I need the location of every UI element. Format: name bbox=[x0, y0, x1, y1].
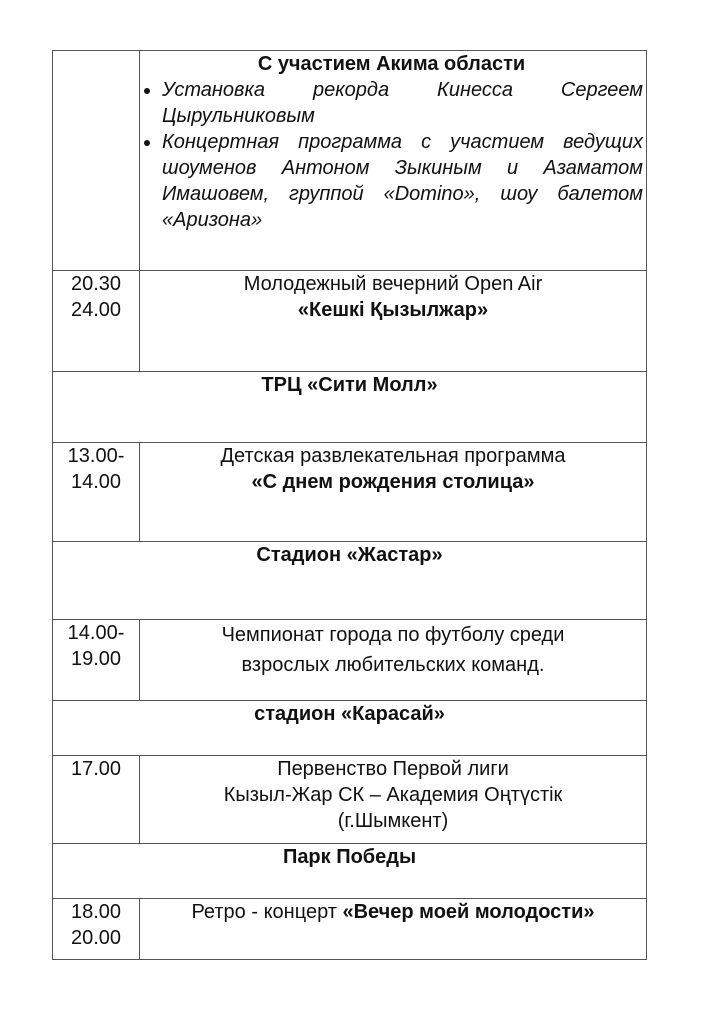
time-cell bbox=[53, 271, 140, 372]
event-name: «Кешкі Қызылжар» bbox=[297, 299, 489, 321]
time-start: 14.00- bbox=[67, 622, 125, 644]
event-title: Чемпионат города по футболу среди bbox=[221, 624, 565, 646]
list-item: • Установка рекорда Кинесса Сергеем Цырульниковым bbox=[162, 77, 643, 129]
venue-row bbox=[53, 701, 647, 756]
time-end: 19.00 bbox=[70, 648, 122, 670]
event-subtitle: взрослых любительских команд. bbox=[241, 654, 545, 676]
venue-heading: Парк Победы bbox=[53, 844, 647, 899]
venue-row bbox=[53, 372, 647, 443]
event-title: Первенство Первой лиги bbox=[277, 758, 509, 780]
event-teams: Кызыл-Жар СК – Академия Оңтүстік bbox=[223, 784, 563, 806]
event-list bbox=[140, 77, 643, 233]
time-cell bbox=[53, 756, 140, 844]
event-title: Детская развлекательная программа bbox=[220, 445, 566, 467]
time-end: 24.00 bbox=[70, 299, 122, 321]
event-heading: С участием Акима области bbox=[257, 53, 526, 75]
event-name: «С днем рождения столица» bbox=[251, 471, 535, 493]
list-item: • Концертная программа с участием ведущих шоуменов Антоном Зыкиным и Азаматом Имашовем, группой «Domino», шоу балетом «Аризона» bbox=[162, 129, 643, 233]
event-title: Молодежный вечерний Open Air bbox=[243, 273, 543, 295]
venue-heading: стадион «Карасай» bbox=[53, 701, 647, 756]
table-row bbox=[53, 443, 647, 542]
time-end: 20.00 bbox=[70, 927, 122, 949]
event-line bbox=[191, 901, 594, 923]
time-cell bbox=[53, 899, 140, 960]
event-cell bbox=[140, 443, 647, 542]
table-row bbox=[53, 51, 647, 271]
event-cell bbox=[140, 271, 647, 372]
event-name: «Вечер моей молодости» bbox=[342, 901, 595, 923]
time-end: 14.00 bbox=[70, 471, 122, 493]
time-cell bbox=[53, 620, 140, 701]
venue-heading: ТРЦ «Сити Молл» bbox=[53, 372, 647, 443]
venue-row bbox=[53, 844, 647, 899]
event-city: (г.Шымкент) bbox=[337, 810, 449, 832]
time-start: 18.00 bbox=[70, 901, 122, 923]
time-start: 13.00- bbox=[67, 445, 125, 467]
table-row bbox=[53, 620, 647, 701]
time-cell bbox=[53, 443, 140, 542]
event-cell bbox=[140, 620, 647, 701]
venue-heading: Стадион «Жастар» bbox=[53, 542, 647, 620]
schedule-table bbox=[52, 50, 647, 960]
venue-row bbox=[53, 542, 647, 620]
table-row bbox=[53, 271, 647, 372]
event-cell bbox=[140, 51, 647, 271]
time-start: 20.30 bbox=[70, 273, 122, 295]
time-start: 17.00 bbox=[70, 758, 122, 780]
event-cell bbox=[140, 899, 647, 960]
time-cell bbox=[53, 51, 140, 271]
event-title: Ретро - концерт bbox=[191, 901, 343, 923]
table-row bbox=[53, 899, 647, 960]
table-row bbox=[53, 756, 647, 844]
event-cell bbox=[140, 756, 647, 844]
